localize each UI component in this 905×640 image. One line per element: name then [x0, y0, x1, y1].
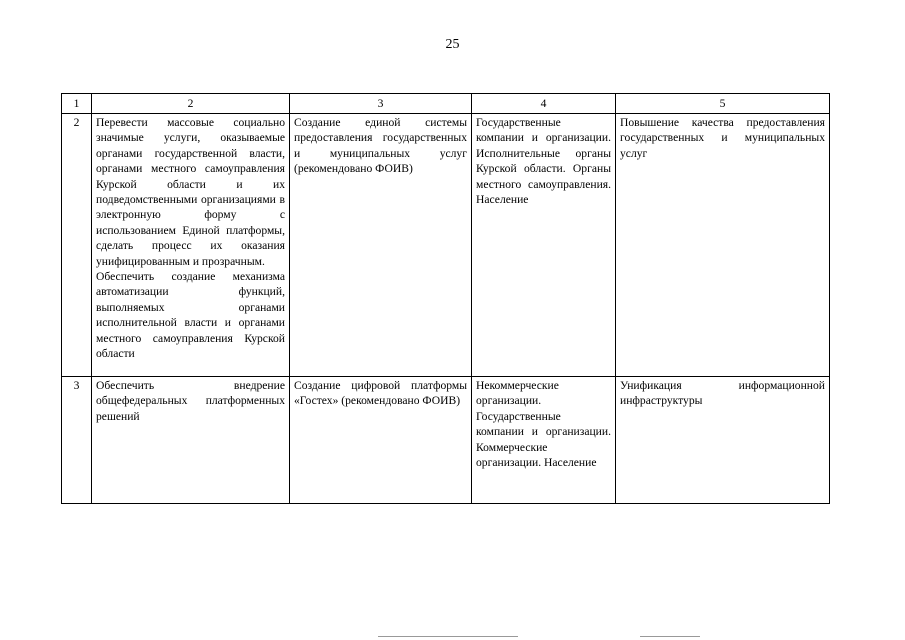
table-header-row: [62, 94, 830, 114]
task-paragraph: Обеспечить внедрение общефедеральных платформенных решений: [96, 379, 285, 423]
table-row: [62, 114, 830, 377]
scan-artifact-line: [640, 636, 700, 637]
solution-cell: Создание единой системы предоставления государственных и муниципальных услуг (рекомендовано ФОИВ): [290, 114, 472, 377]
beneficiaries-cell: Некоммерческие организации. Государственные компании и организации. Коммерческие организации. Население: [472, 377, 616, 504]
header-cell-5: 5: [616, 94, 830, 114]
solution-cell: Создание цифровой платформы «Гостех» (рекомендовано ФОИВ): [290, 377, 472, 504]
effect-cell: Повышение качества предоставления государственных и муниципальных услуг: [616, 114, 830, 377]
beneficiaries-cell: Государственные компании и организации. Исполнительные органы Курской области. Органы местного самоуправления. Население: [472, 114, 616, 377]
task-paragraph: Перевести массовые социально значимые услуги, оказываемые органами государственной власти, органами местного самоуправления Курской области и их подведомственными организациями в электронную форму с использованием Единой платформы, сделать процесс их оказания унифицированным и прозрачным.: [96, 116, 285, 268]
task-paragraph: Обеспечить создание механизма автоматизации функций, выполняемых органами исполнительной власти и органами местного самоуправления Курской области: [96, 270, 285, 361]
effect-cell: Унификация информационной инфраструктуры: [616, 377, 830, 504]
row-number: 3: [62, 377, 92, 504]
header-cell-1: 1: [62, 94, 92, 114]
scan-artifact-line: [378, 636, 518, 637]
task-cell: [92, 114, 290, 377]
header-cell-4: 4: [472, 94, 616, 114]
header-cell-3: 3: [290, 94, 472, 114]
table-row: [62, 377, 830, 504]
measures-table: [61, 93, 830, 504]
header-cell-2: 2: [92, 94, 290, 114]
page-number: 25: [445, 37, 460, 52]
row-number: 2: [62, 114, 92, 377]
task-cell: [92, 377, 290, 504]
